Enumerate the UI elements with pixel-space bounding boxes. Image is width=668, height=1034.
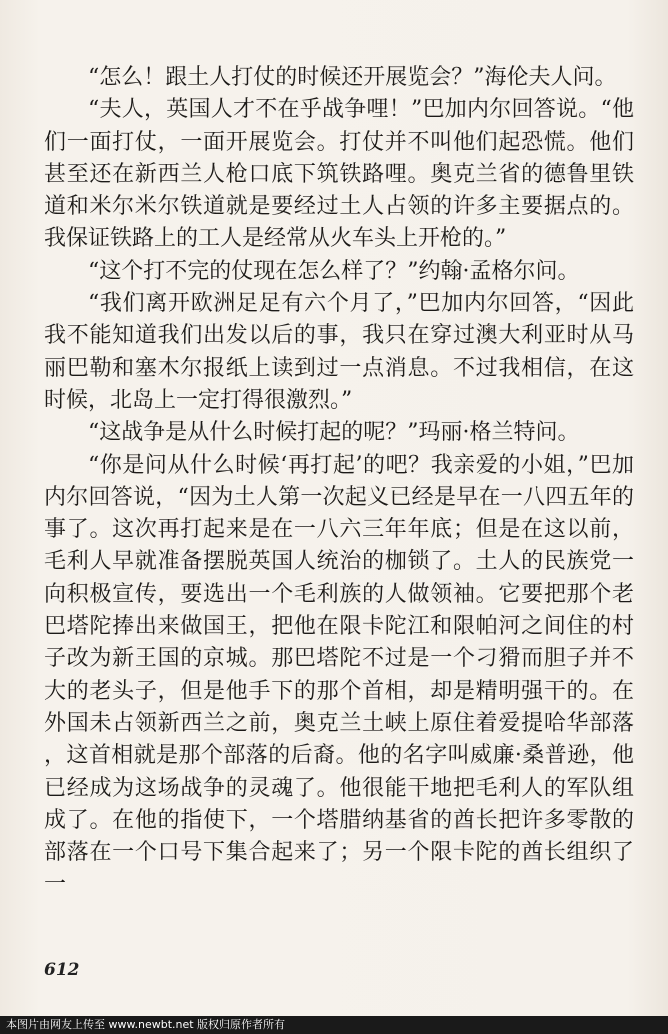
page-number: 612 (44, 960, 80, 980)
paragraph: “你是问从什么时候‘再打起’的吧？我亲爱的小姐，”巴加内尔回答说，“因为土人第一次起义已经是早在一八四五年的事了。这次再打起来是在一八六三年年底；但是在这以前，毛利人早就准备摆脱英国人统治的枷锁了。土人的民族党一向积极宣传，要选出一个毛利族的人做领袖。它要把那个老巴塔陀捧出来做国王，把他在限卡陀江和限帕河之间住的村子改为新王国的京城。那巴塔陀不过是一个刁猾而胆子并不大的老头子，但是他手下的那个首相，却是精明强干的。在外国未占领新西兰之前，奥克兰土峡上原住着爱提哈华部落，这首相就是那个部落的后裔。他的名字叫威廉·桑普逊，他已经成为这场战争的灵魂了。他很能干地把毛利人的军队组成了。在他的指使下，一个塔腊纳基省的酋长把许多零散的部落在一个口号下集合起来了；另一个限卡陀的酋长组织了一 (44, 452, 634, 898)
watermark-footer (0, 1016, 668, 1034)
text-block (44, 62, 634, 902)
paragraph: “我们离开欧洲足足有六个月了，”巴加内尔回答，“因此我不能知道我们出发以后的事，我只在穿过澳大利亚时从马丽巴勒和塞木尔报纸上读到过一点消息。不过我相信，在这时候，北岛上一定打得很激烈。” (44, 291, 634, 413)
paragraph: “怎么！跟土人打仗的时候还开展览会？”海伦夫人问。 (88, 65, 617, 90)
footer-text: 本图片由网友上传至 www.newbt.net 版权归原作者所有 (6, 1018, 286, 1031)
paragraph: “这个打不完的仗现在怎么样了？”约翰·孟格尔问。 (88, 258, 580, 284)
paragraph: “夫人，英国人才不在乎战争哩！”巴加内尔回答说。“他们一面打仗，一面开展览会。打仗并不叫他们起恐慌。他们甚至还在新西兰人枪口底下筑铁路哩。奥克兰省的德鲁里铁道和米尔米尔铁道就是要经过土人占领的许多主要据点的。我保证铁路上的工人是经常从火车头上开枪的。” (44, 97, 634, 252)
paragraph: “这战争是从什么时候打起的呢？”玛丽·格兰特问。 (88, 420, 580, 446)
